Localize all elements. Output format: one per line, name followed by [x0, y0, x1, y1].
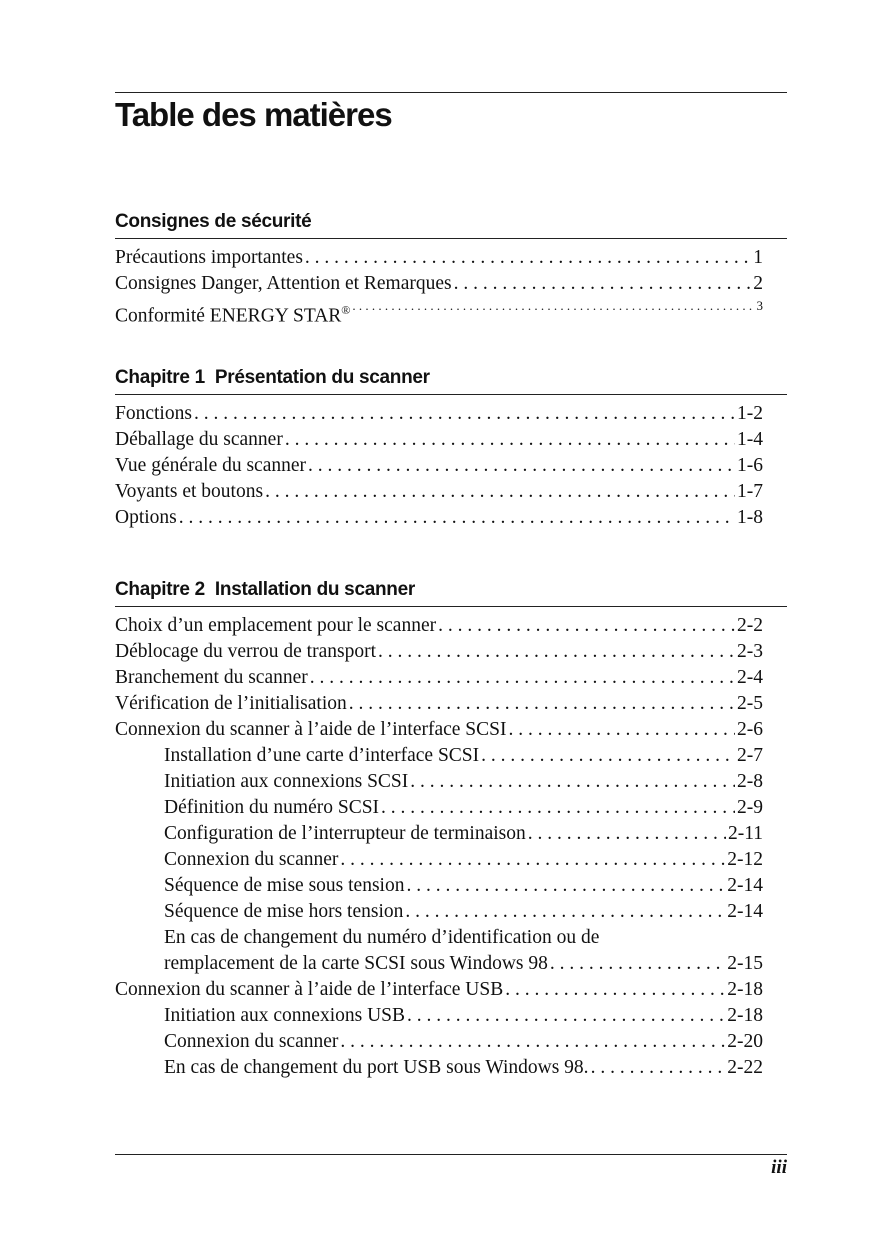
section-heading	[115, 574, 787, 607]
page-number: 2-9	[737, 797, 763, 818]
toc-entry[interactable]: Déblocage du verrou de transport . . . 2-3	[115, 639, 763, 665]
toc-entry[interactable]: Choix d’un emplacement pour le scanner . . . 2-2	[115, 613, 763, 639]
dot-leader	[179, 505, 735, 531]
toc-subentry[interactable]: Initiation aux connexions SCSI . . . 2-8	[115, 769, 763, 795]
dot-leader	[454, 271, 752, 297]
toc-subentry[interactable]: Configuration de l’interrupteur de terminaison . . . 2-11	[115, 821, 763, 847]
toc-entry[interactable]: Branchement du scanner . . . 2-4	[115, 665, 763, 691]
toc-entry[interactable]: Voyants et boutons . . . 1-7	[115, 479, 763, 505]
page-number: 2-4	[737, 667, 763, 688]
dot-leader	[310, 665, 735, 691]
toc-entry[interactable]: Consignes Danger, Attention et Remarques . . . 2	[115, 271, 763, 297]
toc-subentry[interactable]: Définition du numéro SCSI . . . 2-9	[115, 795, 763, 821]
toc-subentry[interactable]: Connexion du scanner . . . 2-12	[115, 847, 763, 873]
dot-leader	[265, 479, 735, 505]
toc-entry[interactable]: Options . . . 1-8	[115, 505, 763, 531]
toc-subentry[interactable]: Connexion du scanner . . . 2-20	[115, 1029, 763, 1055]
page-number: 2-8	[737, 771, 763, 792]
dot-leader	[481, 743, 735, 769]
toc-subentry-line-1[interactable]: En cas de changement du numéro d’identification ou de	[164, 927, 600, 948]
page-number: 2-6	[737, 719, 763, 740]
bottom-rule	[115, 1154, 787, 1155]
page-number: 2-20	[727, 1031, 763, 1052]
dot-leader	[528, 821, 726, 847]
toc-page	[115, 0, 787, 1240]
page-number: 3	[756, 298, 763, 313]
page-number: 2-3	[737, 641, 763, 662]
section-heading	[115, 362, 787, 395]
chapter-number: Chapitre 2	[115, 579, 205, 600]
chapter-title: Présentation du scanner	[214, 367, 430, 388]
toc-subentry[interactable]: En cas de changement du port USB sous Windows 98. . . . 2-22	[115, 1055, 763, 1081]
dot-leader	[340, 847, 725, 873]
dot-leader	[352, 297, 754, 315]
page-number: 2-12	[727, 849, 763, 870]
dot-leader	[405, 899, 725, 925]
page-number: 2-22	[727, 1057, 763, 1078]
dot-leader	[285, 427, 735, 453]
page-number: 2	[753, 273, 763, 294]
toc-subentry[interactable]: Séquence de mise sous tension . . . 2-14	[115, 873, 763, 899]
dot-leader	[406, 873, 725, 899]
page-number: 2-18	[727, 1005, 763, 1026]
dot-leader	[378, 639, 735, 665]
dot-leader	[194, 401, 735, 427]
page-number: 2-14	[727, 875, 763, 896]
toc-subentry[interactable]: Initiation aux connexions USB . . . 2-18	[115, 1003, 763, 1029]
dot-leader	[308, 453, 735, 479]
toc-entry[interactable]: Connexion du scanner à l’aide de l’interface USB . . . 2-18	[115, 977, 763, 1003]
section-heading: Consignes de sécurité	[115, 206, 787, 239]
dot-leader	[550, 951, 725, 977]
section-chapter-2	[115, 574, 787, 1081]
toc-entry[interactable]: Connexion du scanner à l’aide de l’interface SCSI . . . 2-6	[115, 717, 763, 743]
registered-mark: ®	[341, 303, 351, 317]
toc-entry[interactable]: Précautions importantes . . . 1	[115, 245, 763, 271]
page-number: 2-2	[737, 615, 763, 636]
dot-leader	[407, 1003, 725, 1029]
dot-leader	[509, 717, 736, 743]
section-chapter-1	[115, 362, 787, 531]
chapter-number: Chapitre 1	[115, 367, 205, 388]
page-number: 1-4	[737, 429, 763, 450]
dot-leader	[505, 977, 725, 1003]
section-safety	[115, 206, 787, 327]
toc-subentry[interactable]: Installation d’une carte d’interface SCSI . . . 2-7	[115, 743, 763, 769]
dot-leader	[305, 245, 751, 271]
dot-leader	[349, 691, 735, 717]
page-number: 2-15	[727, 953, 763, 974]
toc-entry[interactable]: Fonctions . . . 1-2	[115, 401, 763, 427]
dot-leader	[438, 613, 735, 639]
dot-leader	[340, 1029, 725, 1055]
page-number: 1-8	[737, 507, 763, 528]
page-number: 1-6	[737, 455, 763, 476]
page-folio: iii	[771, 1157, 787, 1178]
toc-entry[interactable]: Vue générale du scanner . . . 1-6	[115, 453, 763, 479]
page-title: Table des matières	[115, 96, 392, 133]
dot-leader	[591, 1055, 726, 1081]
toc-entry[interactable]: Conformité ENERGY STAR® . . . 3	[115, 297, 763, 323]
chapter-title: Installation du scanner	[214, 579, 415, 600]
toc-subentry-line-2[interactable]: remplacement de la carte SCSI sous Windows 98 . . . 2-15	[115, 951, 763, 977]
dot-leader	[381, 795, 735, 821]
page-number: 2-18	[727, 979, 763, 1000]
toc-entry[interactable]: Déballage du scanner . . . 1-4	[115, 427, 763, 453]
toc-entry[interactable]: Vérification de l’initialisation . . . 2-5	[115, 691, 763, 717]
dot-leader	[410, 769, 735, 795]
toc-subentry[interactable]: Séquence de mise hors tension . . . 2-14	[115, 899, 763, 925]
page-number: 2-11	[727, 823, 763, 844]
page-number: 1	[753, 247, 763, 268]
page-number: 2-7	[737, 745, 763, 766]
page-number: 2-5	[737, 693, 763, 714]
page-number: 1-7	[737, 481, 763, 502]
page-number: 1-2	[737, 403, 763, 424]
page-number: 2-14	[727, 901, 763, 922]
